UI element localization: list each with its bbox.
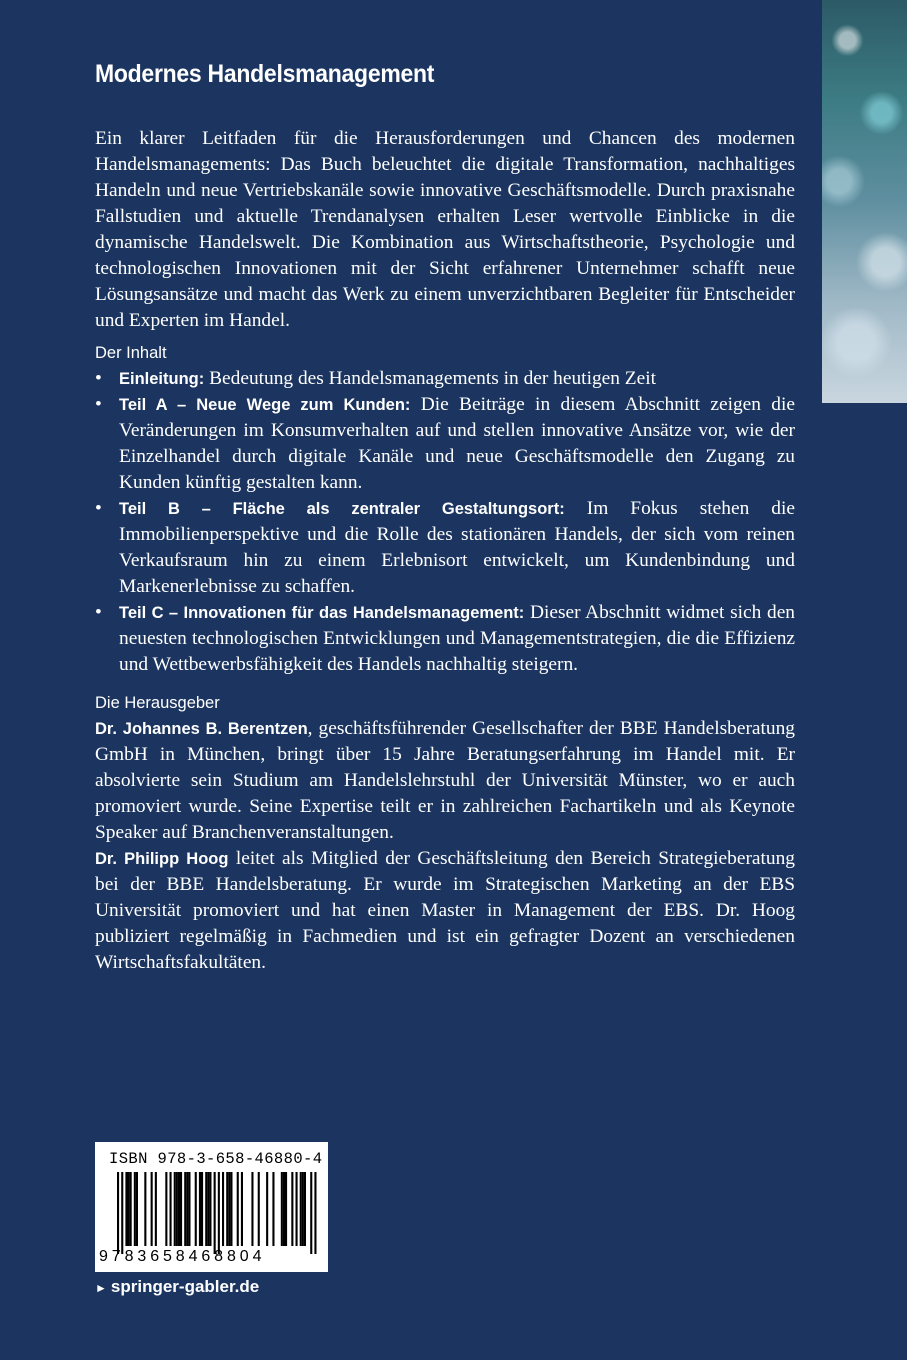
barcode-bar: [176, 1172, 178, 1246]
barcode-bar: [283, 1172, 285, 1246]
item-text: Dieser Abschnitt widmet sich den neuesten technologischen Entwicklungen und Managementstrategien, die die Effizienz und Wettbewerbsfähigkeit des Handels nachhaltig steigern.: [119, 602, 795, 675]
barcode-bar: [128, 1172, 130, 1246]
barcode-bar: [310, 1172, 312, 1254]
barcode-bar: [222, 1172, 224, 1246]
barcode-bar: [281, 1172, 283, 1246]
editors-heading: Die Herausgeber: [95, 694, 220, 712]
barcode-bar: [207, 1172, 209, 1246]
barcode-bar: [195, 1172, 197, 1246]
list-item: [95, 496, 795, 600]
barcode-bar: [314, 1172, 316, 1254]
book-title: Modernes Handelsmanagement: [95, 60, 435, 88]
editors-section: [95, 690, 795, 976]
barcode-bar: [296, 1172, 298, 1246]
barcode-digits: 9783658468804: [99, 1248, 266, 1265]
item-label: Teil A – Neue Wege zum Kunden:: [119, 396, 411, 414]
bullet-icon: •: [95, 394, 102, 415]
item-text: Die Beiträge in diesem Abschnitt zeigen die Veränderungen im Konsumverhalten auf und stellen innovative Ansätze vor, wie der Einzelhandel durch digitale Kanäle und neue Geschäftsmodelle den Zugang zu Kunden künftig gestalten kann.: [119, 394, 795, 493]
contents-section: [95, 340, 795, 678]
barcode-bar: [186, 1172, 188, 1246]
barcode-bar: [144, 1172, 146, 1246]
barcode-bar: [237, 1172, 239, 1246]
editor-bio-text: , geschäftsführender Gesellschafter der BBE Handelsberatung GmbH in München, bringt über 15 Jahre Beratungserfahrung im Handel mit. Er absolvierte sein Studium am Handelslehrstuhl der Universität Münster, wo er auch promoviert wurde. Seine Expertise teilt er in zahlreichen Fachartikeln und als Keynote Speaker auf Branchenveranstaltungen.: [95, 718, 795, 843]
barcode-bar: [178, 1172, 180, 1246]
barcode-bar: [205, 1172, 207, 1246]
isbn-label: ISBN 978-3-658-46880-4: [109, 1150, 323, 1168]
barcode-bar: [125, 1172, 127, 1246]
barcode-bar: [285, 1172, 287, 1246]
barcode-bar: [228, 1172, 230, 1246]
barcode-bar: [302, 1172, 304, 1246]
barcode-bar: [130, 1172, 132, 1246]
barcode-bar: [180, 1172, 182, 1246]
isbn-barcode: [95, 1142, 328, 1272]
barcode-bar: [184, 1172, 186, 1246]
editor-bio-text: leitet als Mitglied der Geschäftsleitung den Bereich Strategieberatung bei der BBE Handelsberatung. Er wurde im Strategischen Marketing an der EBS Universität promoviert und hat einen Master in Management der EBS. Dr. Hoog publiziert regelmäßig in Fachmedien und ist ein gefragter Dozent an verschiedenen Wirtschaftsfakultäten.: [95, 848, 795, 973]
website-link[interactable]: [95, 1277, 259, 1297]
barcode-bar: [241, 1172, 243, 1246]
item-label: Einleitung:: [119, 370, 205, 388]
website-label: springer-gabler.de: [110, 1277, 260, 1296]
item-label: Teil B – Fläche als zentraler Gestaltungsort:: [119, 500, 565, 518]
contents-list: [95, 366, 795, 678]
list-item: [95, 392, 795, 496]
editor-name: Dr. Johannes B. Berentzen: [95, 720, 308, 738]
barcode-bar: [174, 1172, 176, 1246]
barcode-bar: [266, 1172, 268, 1246]
barcode-bar: [155, 1172, 157, 1246]
list-item: [95, 366, 795, 392]
barcode-bar: [201, 1172, 203, 1246]
bullet-icon: •: [95, 498, 102, 519]
contents-heading: Der Inhalt: [95, 344, 167, 362]
bullet-icon: •: [95, 602, 102, 623]
barcode-bar: [165, 1172, 167, 1246]
barcode-bar: [230, 1172, 232, 1246]
barcode-bar: [199, 1172, 201, 1246]
barcode-bar: [170, 1172, 172, 1246]
arrow-right-icon: ►: [95, 1281, 107, 1295]
barcode-bar: [209, 1172, 211, 1246]
barcode-bar: [258, 1172, 260, 1246]
editor-bio: [95, 716, 795, 846]
barcode-bar: [272, 1172, 274, 1246]
editor-bio: [95, 846, 795, 976]
intro-paragraph: Ein klarer Leitfaden für die Herausforderungen und Chancen des modernen Handelsmanagements: Das Buch beleuchtet die digitale Transformation, nachhaltiges Handeln und neue Vertriebskanäle sowie innovative Geschäftsmodelle. Durch praxisnahe Fallstudien und aktuelle Trendanalysen erhalten Leser wertvolle Einblicke in die dynamische Handelswelt. Die Kombination aus Wirtschaftstheorie, Psychologie und technologischen Innovationen mit der Sicht erfahrener Unternehmer schafft neue Lösungsansätze und macht das Werk zu einem unverzichtbaren Begleiter für Entscheider und Experten im Handel.: [95, 128, 795, 331]
barcode-bar: [291, 1172, 293, 1246]
list-item: [95, 600, 795, 678]
barcode-bar: [121, 1172, 123, 1254]
cover-photo-strip: [822, 0, 907, 403]
barcode-bar: [214, 1172, 216, 1254]
barcode-bar: [218, 1172, 220, 1254]
bullet-icon: •: [95, 368, 102, 389]
barcode-bar: [151, 1172, 153, 1246]
item-label: Teil C – Innovationen für das Handelsmanagement:: [119, 604, 525, 622]
barcode-bar: [226, 1172, 228, 1246]
barcode-bar: [134, 1172, 136, 1246]
item-text: Im Fokus stehen die Immobilienperspektive und die Rolle des stationären Handels, der sich vom reinen Verkaufsraum hin zu einem Erlebnisort entwickelt, um Kundenbindung und Markenerlebnisse zu schaffen.: [119, 498, 795, 597]
barcode-bar: [304, 1172, 306, 1246]
barcode-bar: [117, 1172, 119, 1254]
barcode-bar: [251, 1172, 253, 1246]
barcode-bar: [300, 1172, 302, 1246]
barcode-bar: [136, 1172, 138, 1246]
editor-name: Dr. Philipp Hoog: [95, 850, 229, 868]
item-text: Bedeutung des Handelsmanagements in der heutigen Zeit: [204, 368, 657, 389]
main-content: [95, 60, 795, 334]
barcode-bar: [188, 1172, 190, 1246]
